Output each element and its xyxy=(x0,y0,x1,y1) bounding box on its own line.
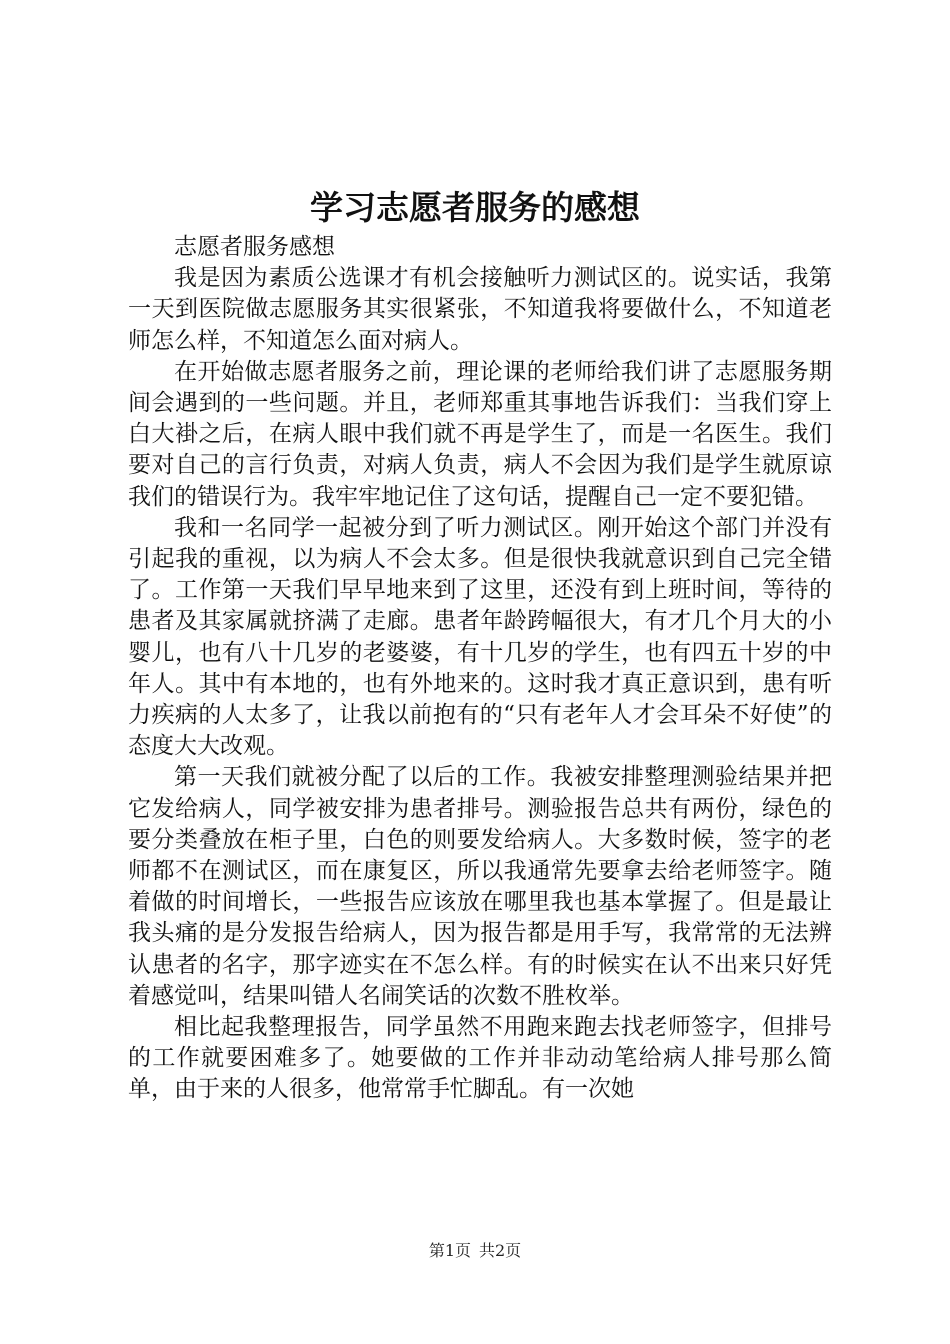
page-total: 共2页 xyxy=(479,1241,522,1260)
page-footer xyxy=(0,1240,950,1262)
page-number: 第1页 xyxy=(428,1241,471,1260)
paragraph: 我和一名同学一起被分到了听力测试区。刚开始这个部门并没有引起我的重视，以为病人不会太多。但是很快我就意识到自己完全错了。工作第一天我们早早地来到了这里，还没有到上班时间，等待的患者及其家属就挤满了走廊。患者年龄跨幅很大，有才几个月大的小婴儿，也有八十几岁的老婆婆，有十几岁的学生，也有四五十岁的中年人。其中有本地的，也有外地来的。这时我才真正意识到，患有听力疾病的人太多了，让我以前抱有的“只有老年人才会耳朵不好使”的态度大大改观。 xyxy=(128,514,832,760)
document-body xyxy=(128,232,832,1106)
paragraph: 我是因为素质公选课才有机会接触听力测试区的。说实话，我第一天到医院做志愿服务其实很紧张，不知道我将要做什么，不知道老师怎么样，不知道怎么面对病人。 xyxy=(128,265,832,354)
paragraph-subtitle: 志愿者服务感想 xyxy=(174,234,335,260)
paragraph: 在开始做志愿者服务之前，理论课的老师给我们讲了志愿服务期间会遇到的一些问题。并且，老师郑重其事地告诉我们：当我们穿上白大褂之后，在病人眼中我们就不再是学生了，而是一名医生。我们要对自己的言行负责，对病人负责，病人不会因为我们是学生就原谅我们的错误行为。我牢牢地记住了这句话，提醒自己一定不要犯错。 xyxy=(128,358,832,510)
paragraph: 第一天我们就被分配了以后的工作。我被安排整理测验结果并把它发给病人，同学被安排为患者排号。测验报告总共有两份，绿色的要分类叠放在柜子里，白色的则要发给病人。大多数时候，签字的老师都不在测试区，而在康复区，所以我通常先要拿去给老师签字。随着做的时间增长，一些报告应该放在哪里我也基本掌握了。但是最让我头痛的是分发报告给病人，因为报告都是用手写，我常常的无法辨认患者的名字，那字迹实在不怎么样。有的时候实在认不出来只好凭着感觉叫，结果叫错人名闹笑话的次数不胜枚举。 xyxy=(128,764,832,1009)
document-title: 学习志愿者服务的感想 xyxy=(310,188,640,227)
paragraph: 相比起我整理报告，同学虽然不用跑来跑去找老师签字，但排号的工作就要困难多了。她要做的工作并非动动笔给病人排号那么简单，由于来的人很多，他常常手忙脚乱。有一次她 xyxy=(128,1014,832,1103)
